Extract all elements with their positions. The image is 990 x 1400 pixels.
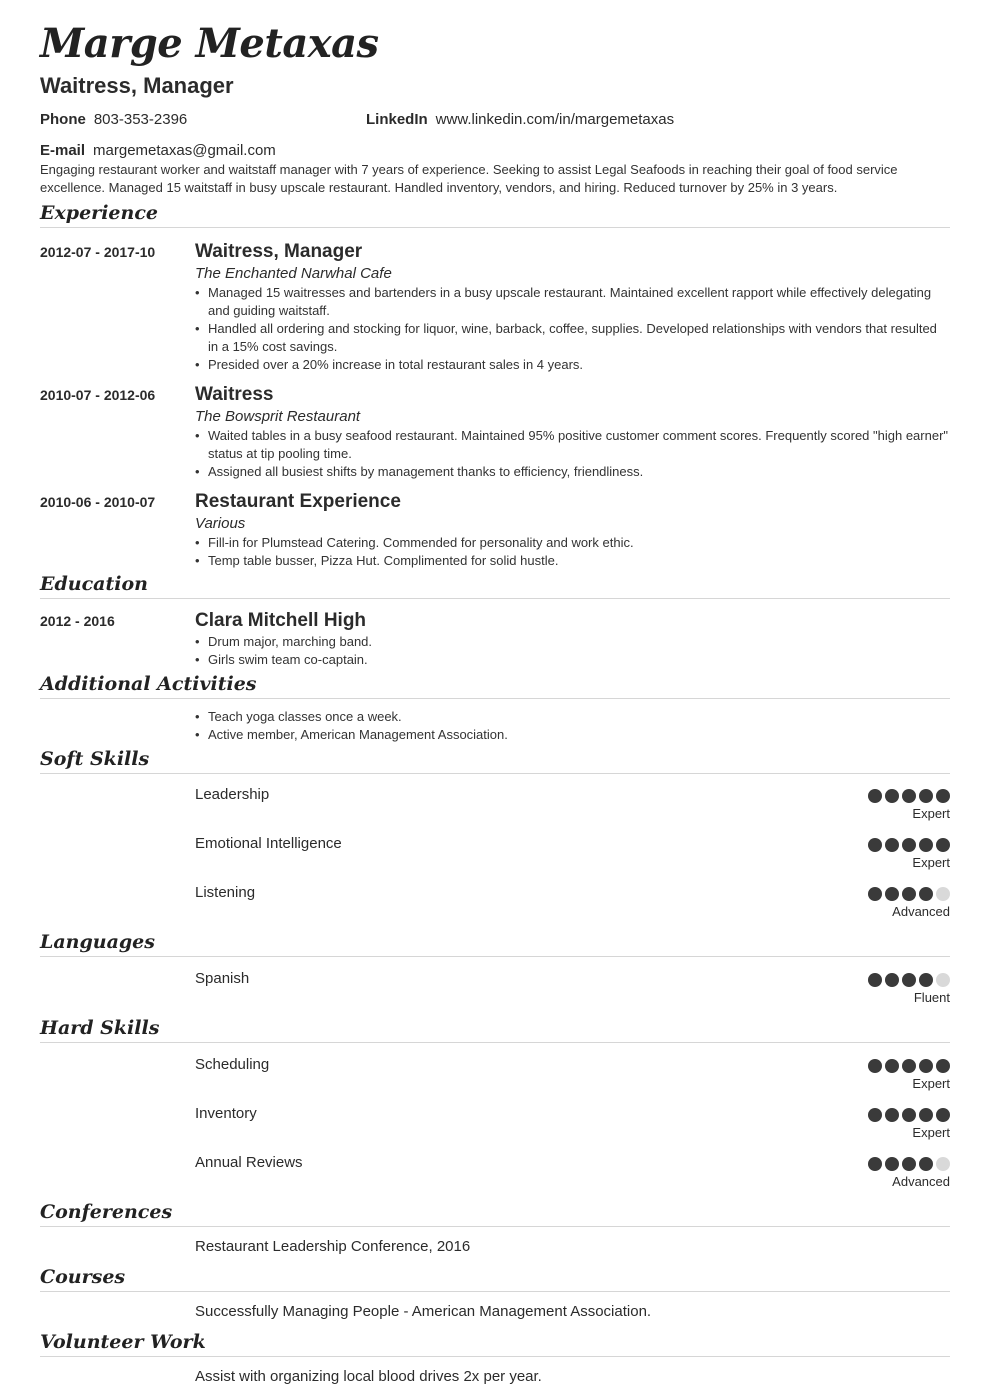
rating-dot-filled [868, 838, 882, 852]
section-title-experience: Experience [40, 201, 950, 228]
rating-dot-filled [936, 789, 950, 803]
rating-dot-empty [936, 973, 950, 987]
entry-date: 2010-07 - 2012-06 [40, 387, 156, 403]
education-entry [40, 609, 950, 669]
skill-row [40, 883, 950, 932]
rating-dot-filled [902, 1059, 916, 1073]
contact-row [40, 141, 950, 161]
rating-dot-filled [919, 838, 933, 852]
bullet-item: • Managed 15 waitresses and bartenders in a busy upscale restaurant. Maintained excellent rapport while effectively delegating and guiding waitstaff. [208, 284, 950, 320]
rating-dot-filled [868, 789, 882, 803]
skill-row [40, 1104, 950, 1153]
bullet-item: • Girls swim team co-captain. [208, 651, 950, 669]
section-title-hard-skills: Hard Skills [40, 1016, 950, 1043]
rating-dot-filled [919, 887, 933, 901]
bullet-item: • Active member, American Management Association. [208, 726, 950, 744]
rating-dots [868, 973, 950, 987]
email-link[interactable]: margemetaxas@gmail.com [93, 142, 276, 159]
contact-row [40, 110, 950, 130]
phone-label: Phone [40, 111, 86, 128]
entry-date: 2010-06 - 2010-07 [40, 494, 156, 510]
skill-row [40, 1055, 950, 1104]
rating-dot-filled [919, 1157, 933, 1171]
skill-name: Leadership [195, 786, 270, 803]
rating-dot-filled [885, 1059, 899, 1073]
rating-dot-filled [868, 1108, 882, 1122]
conference-item: Restaurant Leadership Conference, 2016 [195, 1238, 471, 1255]
skill-level: Expert [912, 806, 950, 821]
email-contact [40, 141, 366, 161]
rating-dots [868, 887, 950, 901]
section-title-activities: Additional Activities [40, 672, 950, 699]
candidate-headline: Waitress, Manager [40, 73, 234, 98]
rating-dot-filled [902, 838, 916, 852]
linkedin-link[interactable]: www.linkedin.com/in/margemetaxas [435, 111, 675, 128]
rating-dot-empty [936, 1157, 950, 1171]
experience-entry [40, 490, 950, 570]
rating-dot-filled [919, 789, 933, 803]
skill-level: Expert [912, 1125, 950, 1140]
rating-dot-filled [902, 1157, 916, 1171]
rating-dot-filled [919, 1059, 933, 1073]
section-title-volunteer: Volunteer Work [40, 1330, 950, 1357]
bullet-item: • Fill-in for Plumstead Catering. Commended for personality and work ethic. [208, 534, 950, 552]
rating-dots [868, 1059, 950, 1073]
language-level: Fluent [913, 990, 950, 1005]
section-title-soft-skills: Soft Skills [40, 747, 950, 774]
bullet-item: • Assigned all busiest shifts by management thanks to efficiency, friendliness. [208, 463, 950, 481]
summary: Engaging restaurant worker and waitstaff manager with 7 years of experience. Seeking to assist Legal Seafoods in reaching their goal of food service excellence. Managed 15 waitstaff in busy upscale restaurant. Handled inventory, vendors, and hiring. Reduced turnover by 25% in 3 years. [40, 162, 898, 195]
bullet-item: • Temp table busser, Pizza Hut. Complimented for solid hustle. [208, 552, 950, 570]
language-row [40, 969, 950, 1018]
rating-dot-filled [902, 789, 916, 803]
entry-company: The Bowsprit Restaurant [195, 408, 361, 425]
phone-contact [40, 110, 366, 130]
skill-level: Expert [912, 855, 950, 870]
rating-dot-filled [868, 1157, 882, 1171]
rating-dot-filled [868, 887, 882, 901]
candidate-name: Marge Metaxas [40, 20, 379, 67]
rating-dot-filled [885, 887, 899, 901]
skill-name: Listening [195, 884, 256, 901]
course-item: Successfully Managing People - American Management Association. [195, 1303, 652, 1320]
entry-bullets [195, 427, 950, 481]
rating-dot-filled [902, 887, 916, 901]
entry-bullets [195, 534, 950, 570]
skill-row [40, 785, 950, 834]
rating-dot-empty [936, 887, 950, 901]
phone-value: 803-353-2396 [93, 111, 188, 128]
rating-dot-filled [936, 838, 950, 852]
education-bullets [195, 633, 950, 669]
rating-dot-filled [902, 1108, 916, 1122]
activities-bullets [195, 708, 950, 744]
email-label: E-mail [40, 142, 86, 159]
rating-dot-filled [868, 973, 882, 987]
section-title-conferences: Conferences [40, 1200, 950, 1227]
hard-skills-list [40, 1055, 950, 1202]
rating-dot-filled [885, 789, 899, 803]
entry-bullets [195, 284, 950, 374]
rating-dot-filled [919, 973, 933, 987]
bullet-item: • Presided over a 20% increase in total restaurant sales in 4 years. [208, 356, 950, 374]
soft-skills-list [40, 785, 950, 932]
bullet-item: • Teach yoga classes once a week. [208, 708, 950, 726]
skill-level: Expert [912, 1076, 950, 1091]
skill-name: Inventory [195, 1105, 257, 1122]
school-name: Clara Mitchell High [195, 610, 367, 631]
entry-role: Waitress [195, 384, 274, 405]
rating-dot-filled [885, 838, 899, 852]
section-title-languages: Languages [40, 930, 950, 957]
rating-dot-filled [885, 1108, 899, 1122]
rating-dots [868, 1157, 950, 1171]
activities-entry [40, 708, 950, 744]
bullet-item: • Waited tables in a busy seafood restaurant. Maintained 95% positive customer comment scores. Frequently scored "high earner" status at tip pooling time. [208, 427, 950, 463]
language-name: Spanish [195, 970, 250, 987]
skill-level: Advanced [892, 1174, 950, 1189]
languages-list [40, 969, 950, 1018]
skill-name: Emotional Intelligence [195, 835, 342, 852]
experience-entry [40, 240, 950, 374]
rating-dots [868, 1108, 950, 1122]
volunteer-item: Assist with organizing local blood drives 2x per year. [195, 1368, 542, 1385]
entry-role: Restaurant Experience [195, 491, 401, 512]
rating-dots [868, 789, 950, 803]
skill-name: Scheduling [195, 1056, 270, 1073]
rating-dots [868, 838, 950, 852]
rating-dot-filled [936, 1059, 950, 1073]
skill-row [40, 834, 950, 883]
entry-date: 2012 - 2016 [40, 613, 115, 629]
bullet-item: • Drum major, marching band. [208, 633, 950, 651]
linkedin-contact [366, 110, 674, 130]
rating-dot-filled [885, 1157, 899, 1171]
rating-dot-filled [902, 973, 916, 987]
entry-date: 2012-07 - 2017-10 [40, 244, 156, 260]
entry-company: The Enchanted Narwhal Cafe [195, 265, 392, 282]
section-title-education: Education [40, 572, 950, 599]
experience-entry [40, 383, 950, 481]
skill-name: Annual Reviews [195, 1154, 303, 1171]
rating-dot-filled [936, 1108, 950, 1122]
section-title-courses: Courses [40, 1265, 950, 1292]
rating-dot-filled [919, 1108, 933, 1122]
bullet-item: • Handled all ordering and stocking for liquor, wine, barback, coffee, supplies. Developed relationships with vendors that resulted in a 15% cost savings. [208, 320, 950, 356]
rating-dot-filled [885, 973, 899, 987]
skill-row [40, 1153, 950, 1202]
entry-company: Various [195, 515, 246, 532]
entry-role: Waitress, Manager [195, 241, 363, 262]
skill-level: Advanced [892, 904, 950, 919]
linkedin-label: LinkedIn [366, 111, 428, 128]
rating-dot-filled [868, 1059, 882, 1073]
